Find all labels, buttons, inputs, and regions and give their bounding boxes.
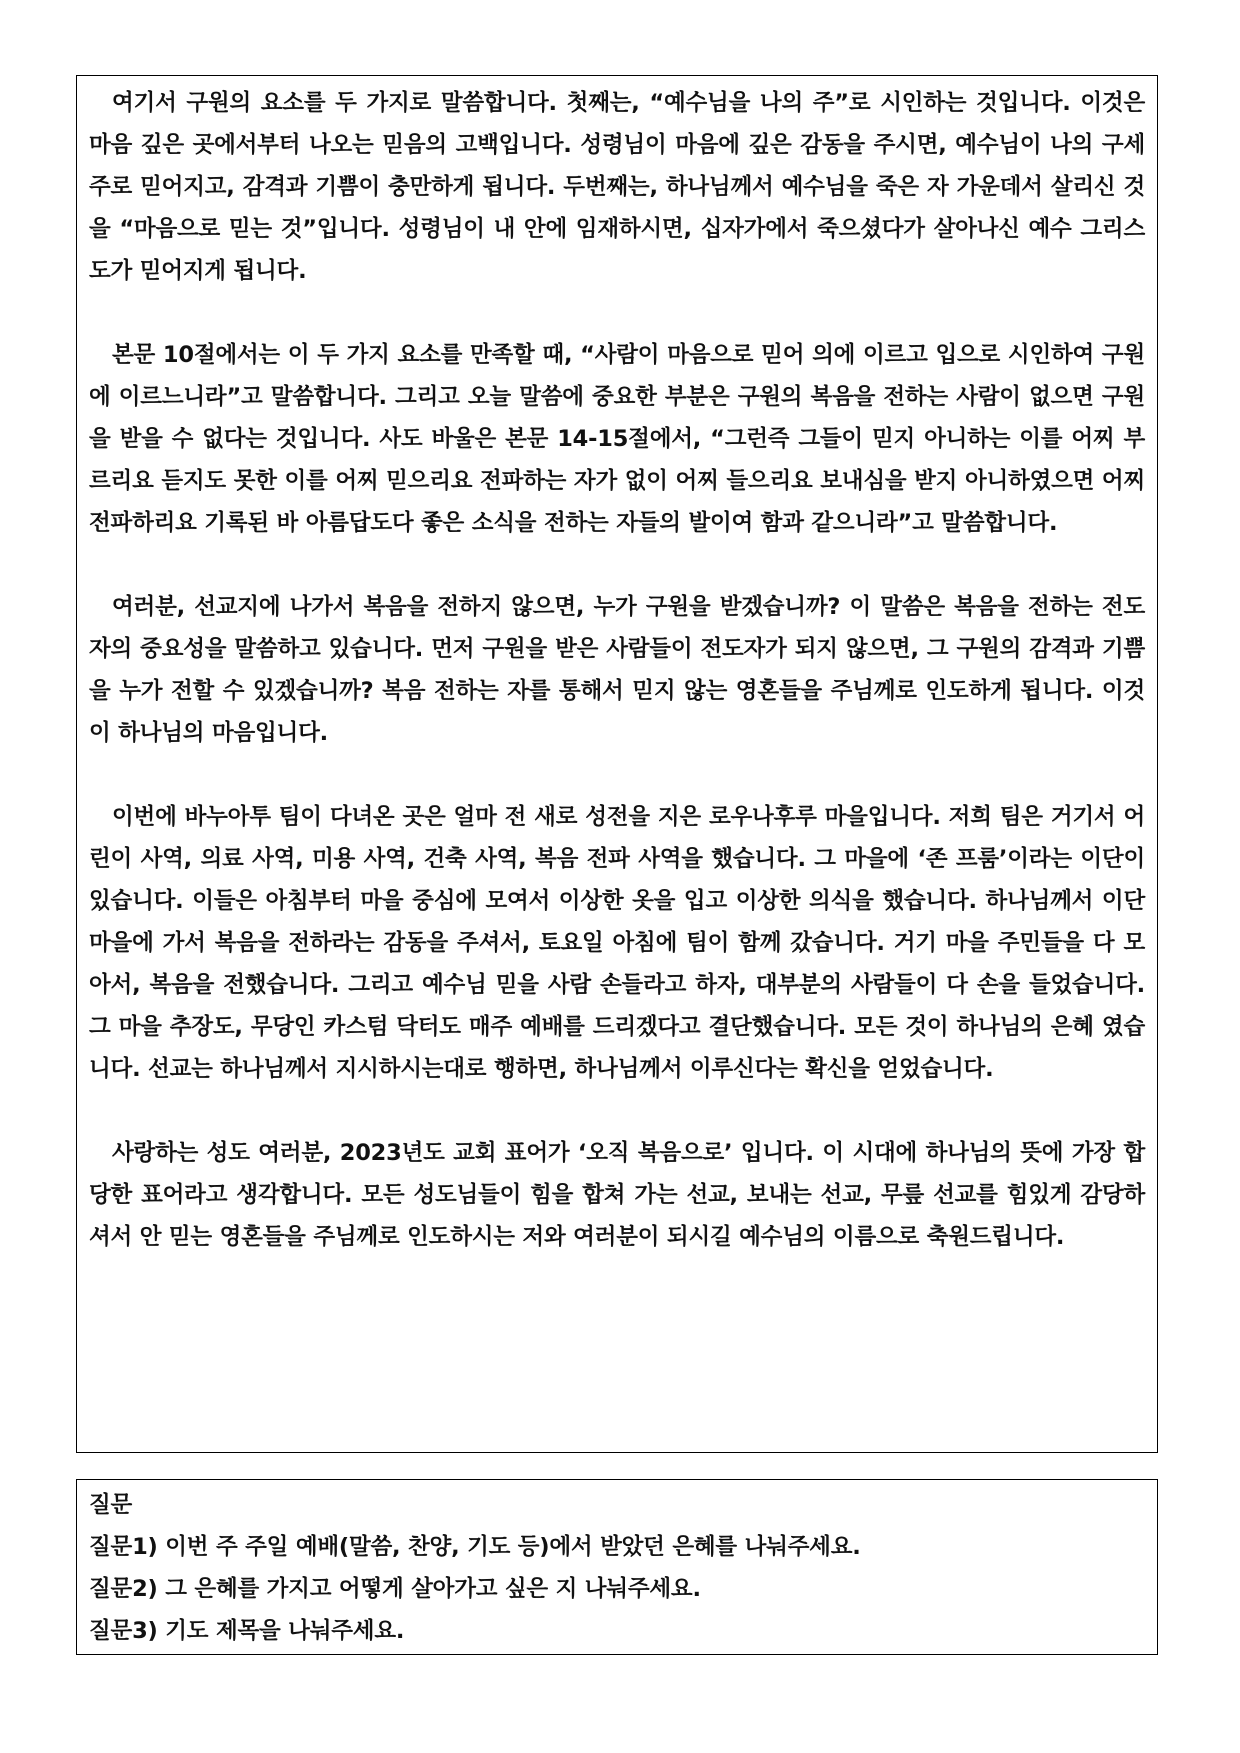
sermon-paragraph: 이번에 바누아투 팀이 다녀온 곳은 얼마 전 새로 성전을 지은 로우나후루 마을입니다. 저희 팀은 거기서 어린이 사역, 의료 사역, 미용 사역, 건축 사역, 복음 전파 사역을 했습니다. 그 마을에 ‘존 프룸’이라는 이단이 있습니다. 이들은 아침부터 마을 중심에 모여서 이상한 옷을 입고 이상한 의식을 했습니다. 하나님께서 이단 마을에 가서 복음을 전하라는 감동을 주셔서, 토요일 아침에 팀이 함께 갔습니다. 거기 마을 주민들을 다 모아서, 복음을 전했습니다. 그리고 예수님 믿을 사람 손들라고 하자, 대부분의 사람들이 다 손을 들었습니다. 그 마을 추장도, 무당인 카스텀 닥터도 매주 예배를 드리겠다고 결단했습니다. 모든 것이 하나님의 은혜 였습니다. 선교는 하나님께서 지시하시는대로 행하면, 하나님께서 이루신다는 확신을 얻었습니다. bbox=[89, 804, 1145, 1082]
questions-title: 질문 bbox=[89, 1492, 133, 1518]
sermon-box bbox=[76, 75, 1158, 1453]
sermon-paragraph: 사랑하는 성도 여러분, 2023년도 교회 표어가 ‘오직 복음으로’ 입니다. 이 시대에 하나님의 뜻에 가장 합당한 표어라고 생각합니다. 모든 성도님들이 힘을 합쳐 가는 선교, 보내는 선교, 무릎 선교를 힘있게 감당하셔서 안 믿는 영혼들을 주님께로 인도하시는 저와 여러분이 되시길 예수님의 이름으로 축원드립니다. bbox=[89, 1140, 1145, 1250]
question-item: 질문2) 그 은혜를 가지고 어떻게 살아가고 싶은 지 나눠주세요. bbox=[89, 1576, 701, 1602]
question-item: 질문3) 기도 제목을 나눠주세요. bbox=[89, 1618, 405, 1644]
sermon-paragraph: 여러분, 선교지에 나가서 복음을 전하지 않으면, 누가 구원을 받겠습니까? 이 말씀은 복음을 전하는 전도자의 중요성을 말씀하고 있습니다. 먼저 구원을 받은 사람들이 전도자가 되지 않으면, 그 구원의 감격과 기쁨을 누가 전할 수 있겠습니까? 복음 전하는 자를 통해서 믿지 않는 영혼들을 주님께로 인도하게 됩니다. 이것이 하나님의 마음입니다. bbox=[89, 594, 1145, 746]
sermon-paragraph: 본문 10절에서는 이 두 가지 요소를 만족할 때, “사람이 마음으로 믿어 의에 이르고 입으로 시인하여 구원에 이르느니라”고 말씀합니다. 그리고 오늘 말씀에 중요한 부분은 구원의 복음을 전하는 사람이 없으면 구원을 받을 수 없다는 것입니다. 사도 바울은 본문 14-15절에서, “그런즉 그들이 믿지 아니하는 이를 어찌 부르리요 듣지도 못한 이를 어찌 믿으리요 전파하는 자가 없이 어찌 들으리요 보내심을 받지 아니하였으면 어찌 전파하리요 기록된 바 아름답도다 좋은 소식을 전하는 자들의 발이여 함과 같으니라”고 말씀합니다. bbox=[89, 342, 1145, 536]
sermon-paragraph: 여기서 구원의 요소를 두 가지로 말씀합니다. 첫째는, “예수님을 나의 주”로 시인하는 것입니다. 이것은 마음 깊은 곳에서부터 나오는 믿음의 고백입니다. 성령님이 마음에 깊은 감동을 주시면, 예수님이 나의 구세주로 믿어지고, 감격과 기쁨이 충만하게 됩니다. 두번째는, 하나님께서 예수님을 죽은 자 가운데서 살리신 것을 “마음으로 믿는 것”입니다. 성령님이 내 안에 임재하시면, 십자가에서 죽으셨다가 살아나신 예수 그리스도가 믿어지게 됩니다. bbox=[89, 90, 1145, 284]
questions-box bbox=[76, 1479, 1158, 1655]
question-item: 질문1) 이번 주 주일 예배(말씀, 찬양, 기도 등)에서 받았던 은혜를 나눠주세요. bbox=[89, 1534, 861, 1560]
